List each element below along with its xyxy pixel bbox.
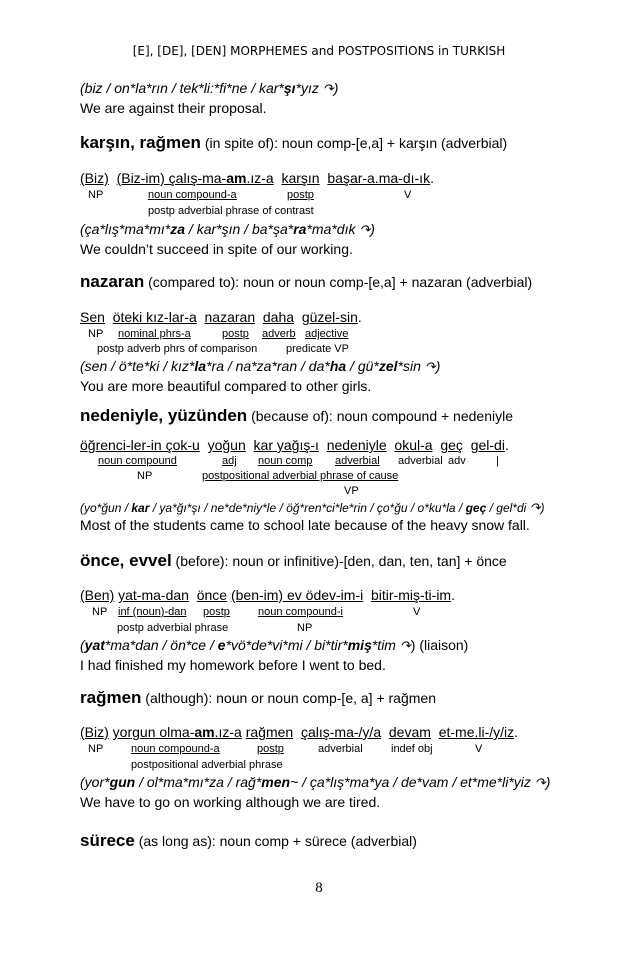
annotation: noun compound-a [148,189,237,201]
annotation: postp [257,743,284,755]
annotation: adverbial [318,743,363,755]
annotation: adverbial [398,455,443,467]
annotation: NP [297,622,313,634]
annotation: noun compound-i [258,606,344,618]
nedeniyle-translation: Most of the students came to school late because of the heavy snow fall. [80,517,530,533]
annotation: predicate VP [286,343,349,355]
once-translation: I had finished my homework before I went to bed. [80,657,386,673]
once-example: (Ben) yat-ma-dan önce (ben-im) ev ödev-im-i bitir-miş-ti-im. [80,587,455,603]
annotation: NP [88,328,104,340]
liaison-arrow-icon: ↷ [399,638,411,653]
annotation: NP [88,189,104,201]
annotation: adv [448,455,466,467]
nedeniyle-example: öğrenci-ler-in çok-u yoğun kar yağış-ı nedeniyle okul-a geç gel-di. [80,437,509,453]
karsin-pronunciation: (ça*lış*ma*mı*za / kar*şın / ba*şa*ra*ma*dık ↷) [80,221,375,237]
once-heading: önce, evvel (before): noun or infinitive)-[den, dan, ten, tan] + önce [80,551,507,570]
karsin-heading: karşın, rağmen (in spite of): noun comp-[e,a] + karşın (adverbial) [80,133,508,152]
annotation: postp [203,606,230,618]
nedeniyle-heading: nedeniyle, yüzünden (because of): noun compound + nedeniyle [80,406,513,425]
page-number: 8 [315,880,323,896]
annotation: adjective [305,328,349,340]
annotation: | [496,455,499,467]
annotation: indef obj [391,743,433,755]
annotation: postp adverbial phrase [117,622,229,634]
annotation: VP [344,485,359,497]
annotation: NP [92,606,108,618]
nazaran-pronunciation: (sen / ö*te*ki / kız*la*ra / na*za*ran / da*ha / gü*zel*sin ↷) [80,358,441,374]
annotation: postpositional adverbial phrase [131,759,283,771]
annotation: V [413,606,421,618]
annotation: nominal phrs-a [118,328,191,340]
karsin-example: (Biz) (Biz-im) çalış-ma-am.ız-a karşın başar-a.ma-dı-ık. [80,170,434,186]
annotation: adverb [262,328,296,340]
karsin-translation: We couldn’t succeed in spite of our working. [80,241,353,257]
ragmen-heading: rağmen (although): noun or noun comp-[e, a] + rağmen [80,688,436,707]
liaison-arrow-icon: ↷ [534,775,546,790]
annotation: noun compound-a [131,743,220,755]
nazaran-example: Sen öteki kız-lar-a nazaran daha güzel-sin. [80,309,362,325]
prev-pronunciation: (biz / on*la*rın / tek*li:*fi*ne / kar*şı*yız ↷) [80,80,339,96]
liaison-arrow-icon: ↷ [322,81,334,96]
annotation: noun comp [258,455,313,467]
nedeniyle-pronunciation: (yo*ğun / kar / ya*ğı*şı / ne*de*niy*le / öğ*ren*ci*le*rin / ço*ğu / o*ku*la / geç / gel*di ↷) [80,500,545,515]
annotation: inf (noun)-dan [118,606,187,618]
liaison-arrow-icon: ↷ [529,500,541,515]
annotation: NP [88,743,104,755]
prev-translation: We are against their proposal. [80,100,267,116]
annotation: adj [222,455,237,467]
annotation: adverbial [335,455,380,467]
once-pronunciation: (yat*ma*dan / ön*ce / e*vö*de*vi*mi / bi*tir*miş*tim ↷) (liaison) [80,637,469,653]
liaison-arrow-icon: ↷ [424,359,436,374]
running-header: [E], [DE], [DEN] MORPHEMES and POSTPOSITIONS in TURKISH [132,44,506,58]
annotation: postp adverbial phrase of contrast [148,205,314,217]
annotation: postpositional adverbial phrase of cause [202,470,399,482]
ragmen-example: (Biz) yorgun olma-am.ız-a rağmen çalış-ma-/y/a devam et-me.li-/y/iz. [80,724,519,740]
annotation: noun compound [98,455,177,467]
liaison-arrow-icon: ↷ [359,222,371,237]
surece-heading: sürece (as long as): noun comp + sürece (adverbial) [80,831,417,850]
annotation: postp adverb phrs of comparison [97,343,258,355]
nazaran-translation: You are more beautiful compared to other girls. [80,378,372,394]
annotation: NP [137,470,153,482]
annotation: postp [287,189,314,201]
nazaran-heading: nazaran (compared to): noun or noun comp-[e,a] + nazaran (adverbial) [80,272,533,291]
ragmen-pronunciation: (yor*gun / ol*ma*mı*za / rağ*men~ / ça*lış*ma*ya / de*vam / et*me*li*yiz ↷) [80,774,551,790]
annotation: V [475,743,483,755]
ragmen-translation: We have to go on working although we are tired. [80,794,381,810]
annotation: postp [222,328,249,340]
annotation: V [404,189,412,201]
